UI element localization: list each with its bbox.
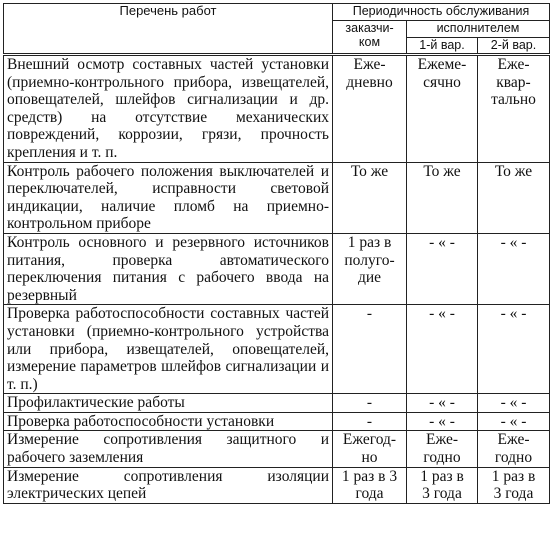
table-row [4, 233, 550, 304]
customer-value: - [366, 305, 373, 323]
customer-value: 1 раз в 3 года [341, 467, 398, 503]
table-row [4, 467, 550, 503]
work-cell: Проверка работоспособности установки [4, 412, 333, 431]
work-cell: Внешний осмотр составных частей установки (приемно-контрольного прибора, извещателей, оповещателей, шлейфов сигнализации и др. средств) на отсутствие механических повреждений, коррозии, грязи, прочность крепления и т. п. [4, 55, 333, 163]
table-row [4, 162, 550, 233]
header-var1: 1-й вар. [407, 38, 478, 55]
var2-cell [478, 162, 550, 233]
var1-value: - « - [429, 305, 455, 323]
var1-cell [407, 412, 478, 431]
var1-cell [407, 55, 478, 163]
customer-cell [333, 394, 407, 413]
work-cell: Измерение сопротивления изоляции электрических цепей [4, 467, 333, 503]
table-row [4, 412, 550, 431]
work-cell: Профилактические работы [4, 394, 333, 413]
customer-value: Еже- дневно [346, 56, 393, 91]
var1-cell [407, 467, 478, 503]
header-row-1 [4, 4, 550, 21]
var2-cell [478, 305, 550, 394]
var2-value: - « - [500, 412, 527, 430]
var1-cell [407, 431, 478, 467]
work-cell: Измерение сопротивления защитного и рабочего заземления [4, 431, 333, 467]
var2-cell [478, 412, 550, 431]
var2-cell [478, 394, 550, 413]
var1-value: Еже- годно [423, 431, 461, 467]
var1-value: - « - [429, 233, 455, 251]
work-cell: Контроль рабочего положения выключателей и переключателей, исправности световой индикации, наличие пломб на приемно-контрольном приборе [4, 162, 333, 233]
table-row [4, 431, 550, 467]
customer-cell [333, 431, 407, 467]
table-row [4, 305, 550, 394]
var1-value: - « - [429, 394, 455, 412]
header-customer-text: заказчи- ком [345, 21, 394, 49]
var2-value: - « - [500, 305, 527, 323]
var1-cell [407, 233, 478, 304]
customer-cell [333, 162, 407, 233]
var2-cell [478, 467, 550, 503]
var2-cell [478, 431, 550, 467]
var2-value: Еже- квар- тально [491, 56, 536, 109]
var1-cell [407, 305, 478, 394]
var2-value: 1 раз в 3 года [491, 467, 536, 503]
var2-value: - « - [500, 233, 527, 251]
header-var2: 2-й вар. [478, 38, 550, 55]
var1-value: То же [423, 162, 461, 180]
var1-cell [407, 394, 478, 413]
var2-value: Еже- годно [494, 431, 533, 467]
header-customer [333, 21, 407, 55]
var1-value: 1 раз в 3 года [420, 467, 464, 503]
customer-value: - [366, 412, 373, 430]
header-contractor: исполнителем [407, 21, 550, 38]
customer-cell [333, 412, 407, 431]
customer-cell [333, 467, 407, 503]
customer-cell [333, 55, 407, 163]
var2-cell [478, 55, 550, 163]
customer-value: 1 раз в полуго- дие [344, 233, 395, 287]
customer-cell [333, 305, 407, 394]
maintenance-table [3, 3, 550, 504]
customer-cell [333, 233, 407, 304]
table-row [4, 55, 550, 163]
var2-cell [478, 233, 550, 304]
customer-value: - [366, 394, 373, 412]
header-work-list: Перечень работ [4, 4, 333, 55]
var1-cell [407, 162, 478, 233]
work-cell: Проверка работоспособности составных частей установки (приемно-контрольного устройства или прибора, извещателей, оповещателей, измерение параметров шлейфов сигнализации и т. п.) [4, 305, 333, 394]
var1-value: Ежеме- сячно [417, 56, 467, 91]
header-periodicity: Периодичность обслуживания [333, 4, 550, 21]
customer-value: Ежегод- но [342, 431, 397, 467]
table-row [4, 394, 550, 413]
var2-value: - « - [500, 394, 527, 412]
var1-value: - « - [429, 412, 455, 430]
var2-value: То же [494, 162, 533, 180]
work-cell: Контроль основного и резервного источников питания, проверка автоматического переключения питания с рабочего ввода на резервный [4, 233, 333, 304]
customer-value: То же [350, 162, 389, 180]
